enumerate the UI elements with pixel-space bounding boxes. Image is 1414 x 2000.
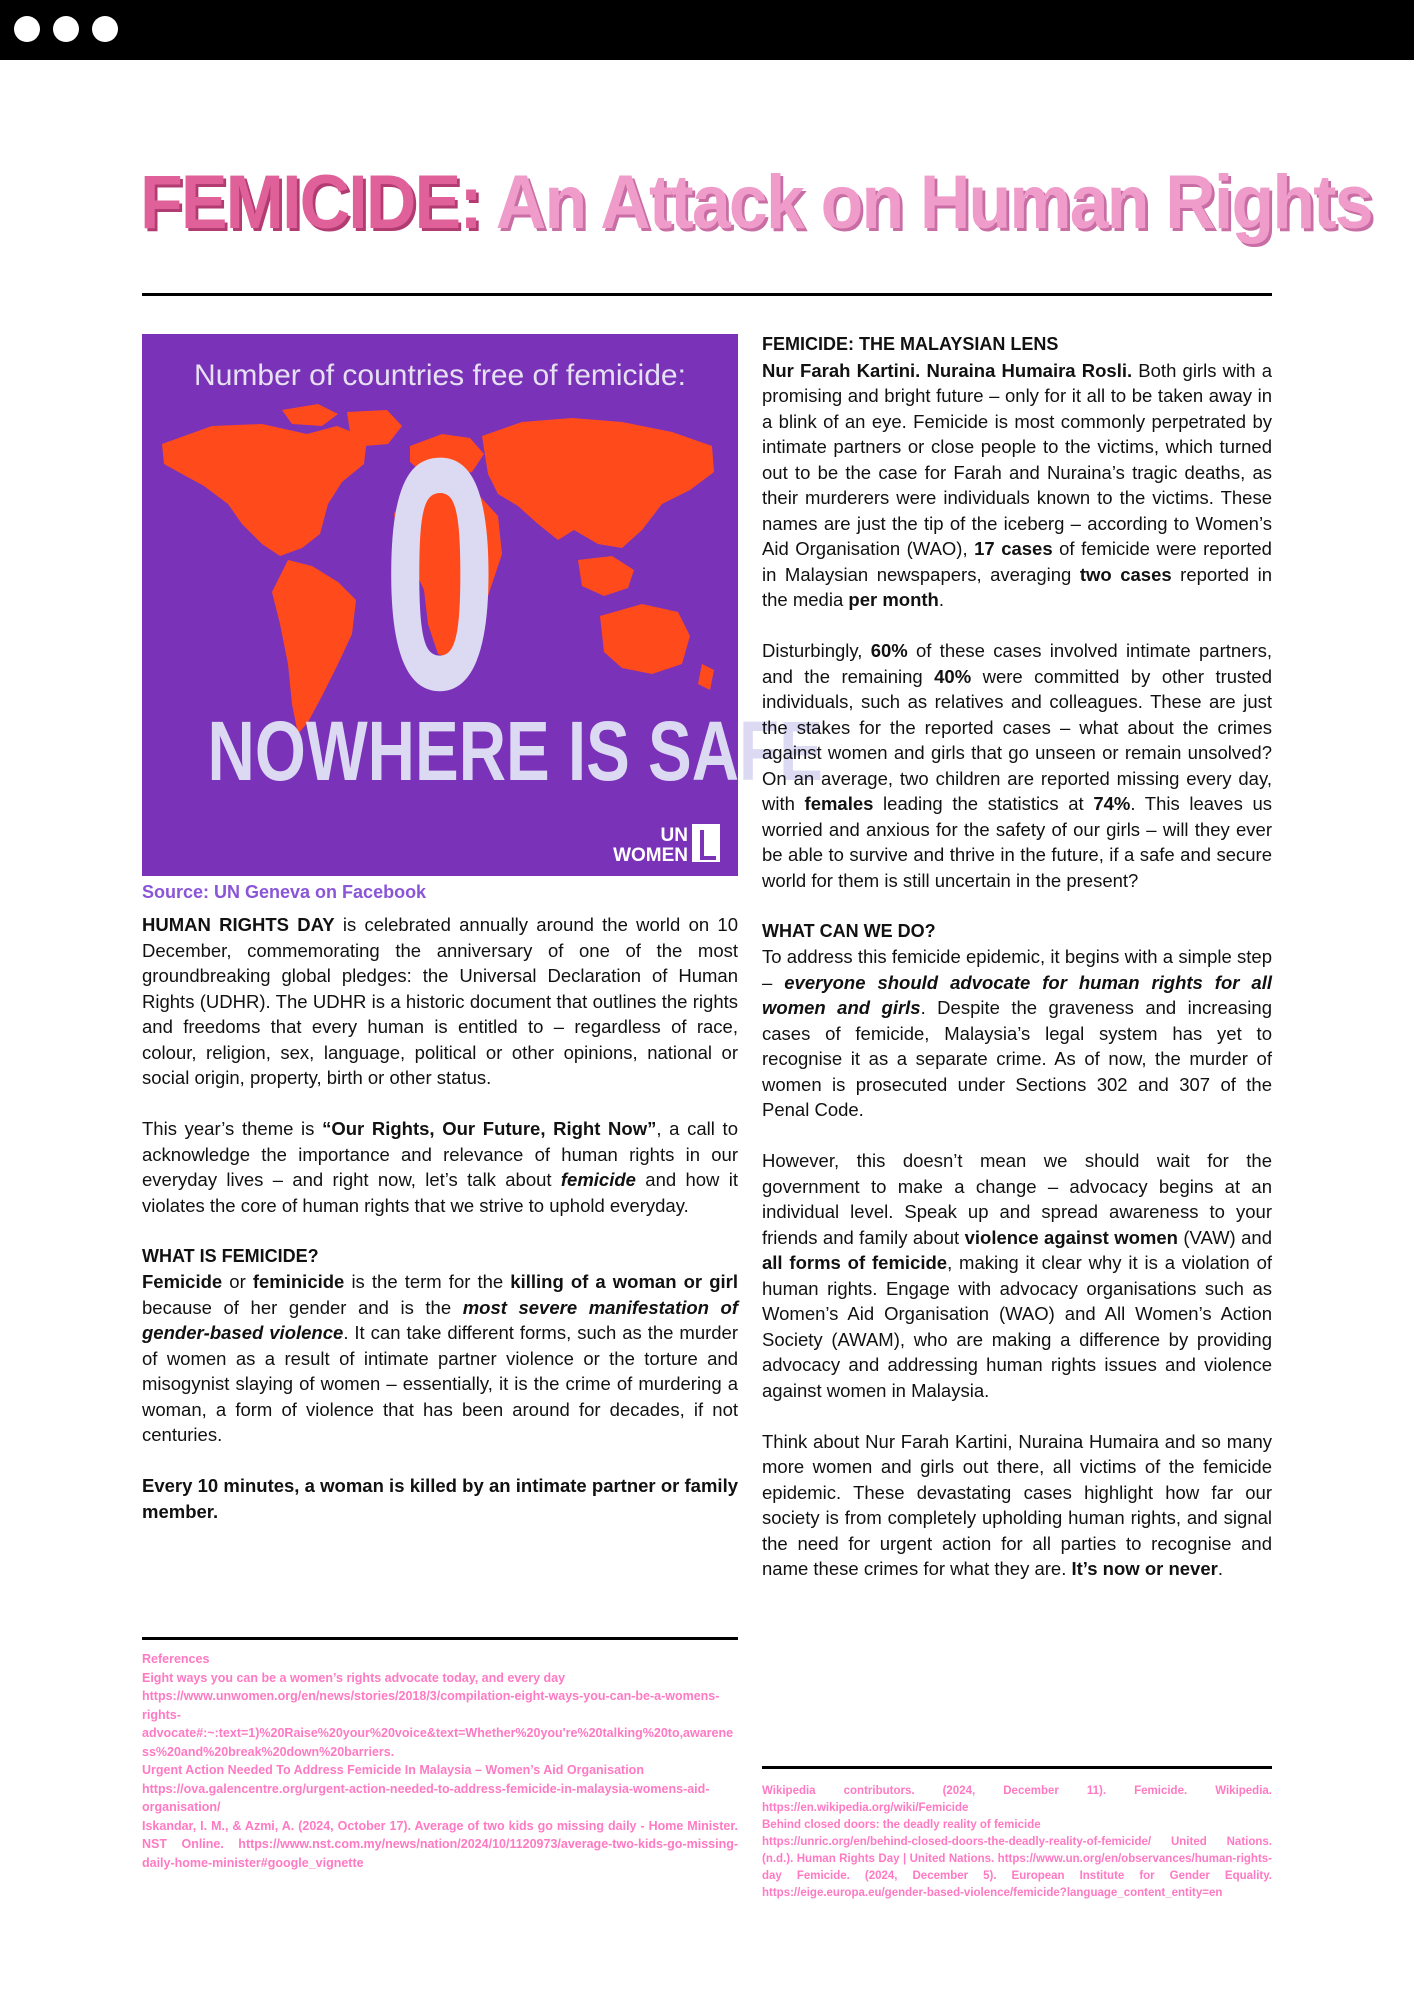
text: leading the statistics at	[873, 793, 1094, 814]
text: , making it clear why it is a violation of human rights. Engage with advocacy organisations such as Women’s Aid Organisation (WAO) and All Women’s Action Society (AWAM), who are making a difference by providing advocacy and addressing human rights issues and violence against women in Malaysia.	[762, 1252, 1272, 1401]
bold-text: Nur Farah Kartini. Nuraina Humaira Rosli.	[762, 359, 1133, 381]
theme-text: “Our Rights, Our Future, Right Now”	[322, 1118, 657, 1139]
section-heading: WHAT IS FEMICIDE?	[142, 1245, 319, 1266]
bold-text: 74%	[1093, 793, 1131, 814]
bold-text: Every 10 minutes, a woman is killed by an intimate partner or family member.	[142, 1475, 738, 1522]
section-heading: WHAT CAN WE DO?	[762, 920, 936, 941]
text: .	[1217, 1558, 1223, 1579]
text: is celebrated annually around the world on 10 December, commemorating the anniversary of one of the most groundbreaking global pledges: the Universal Declaration of Human Rights (UDHR). The UDHR is a historic document that outlines the rights and freedoms that every human is entitled to – regardless of race, colour, religion, sex, language, political or other opinions, national or social origin, property, birth or other status.	[142, 914, 738, 1088]
top-bar	[0, 0, 1414, 60]
bold-text: two cases	[1079, 563, 1172, 585]
emphasis-text: femicide	[560, 1169, 636, 1190]
text: of these cases involved intimate partners, and the remaining	[762, 640, 1272, 687]
text: reported in the media	[762, 563, 1272, 610]
reference-item: Urgent Action Needed To Address Femicide In Malaysia – Women’s Aid Organisation	[142, 1763, 644, 1777]
text: Disturbingly,	[762, 640, 871, 661]
page-title	[140, 158, 1372, 248]
text: However, this doesn’t mean we should wait for the government to make a change – advocacy begins at an individual level. Speak up and spread awareness to your friends and family about	[762, 1150, 1272, 1248]
reference-link[interactable]: https://unric.org/en/behind-closed-doors-the-deadly-reality-of-femicide/ United Nations. (n.d.). Human Rights Day | United Nations. https://www.un.org/en/observances/human-rights-day Femicide. (2024, December 5). European Institute for Gender Equality. https://eige.europa.eu/gender-based-violence/femicide?language_content_entity=en	[762, 1836, 1272, 1899]
bold-text: HUMAN RIGHTS DAY	[142, 914, 335, 935]
title-divider	[142, 293, 1272, 296]
window-dot[interactable]	[14, 16, 40, 42]
text: .	[938, 589, 944, 610]
bold-text: killing of a woman or girl	[510, 1271, 738, 1292]
paragraph	[142, 1269, 738, 1448]
bold-text: violence against women	[964, 1226, 1178, 1248]
logo-line-women: WOMEN	[613, 845, 688, 866]
emphasis-text: most severe manifestation of gender-based violence	[142, 1296, 739, 1343]
title-primary: FEMICIDE:	[140, 160, 481, 245]
text: , a call to acknowledge the importance and relevance of human rights in our everyday lives – and right now, let’s talk about	[142, 1118, 738, 1190]
bold-text: Femicide	[142, 1271, 223, 1292]
text: and how it violates the core of human rights that we strive to uphold everyday.	[142, 1169, 738, 1216]
poster-number: 0	[383, 389, 497, 758]
section-heading: FEMICIDE: THE MALAYSIAN LENS	[762, 334, 1059, 354]
reference-item: Wikipedia contributors. (2024, December 11). Femicide. Wikipedia. https://en.wikipedia.org/wiki/Femicide	[762, 1785, 1272, 1814]
text: . This leaves us worried and anxious for the safety of our girls – will they ever be able to survive and thrive in the future, if a safe and secure world for them is still uncertain in the present?	[762, 793, 1272, 891]
emphasis-text: everyone should advocate for human rights for all women and girls	[762, 971, 1273, 1018]
paragraph	[762, 1429, 1272, 1582]
window-dot[interactable]	[92, 16, 118, 42]
title-secondary: An Attack on Human Rights	[495, 160, 1372, 245]
bold-text: 60%	[870, 640, 908, 661]
poster-heading: Number of countries free of femicide:	[194, 359, 686, 392]
text: Think about Nur Farah Kartini, Nuraina Humaira and so many more women and girls out there, all victims of the femicide epidemic. These devastating cases highlight how far our society is from completely upholding human rights, and signal the need for urgent action for all parties to recognise and name these crimes for what they are.	[762, 1430, 1272, 1579]
bold-text: per month	[848, 589, 939, 610]
text: were committed by other trusted individuals, such as relatives and colleagues. These are just the stakes for the reported cases – what about the crimes against women and girls that go unseen or remain unsolved? On an average, two children are reported missing every day, with	[762, 665, 1272, 814]
text: is the term for the	[344, 1271, 511, 1292]
window-dot[interactable]	[53, 16, 79, 42]
left-column	[142, 912, 738, 1550]
un-women-logo-icon	[692, 824, 720, 862]
image-source-caption: Source: UN Geneva on Facebook	[142, 882, 427, 902]
paragraph	[762, 944, 1272, 1123]
paragraph	[142, 912, 738, 1091]
text: To address this femicide epidemic, it begins with a simple step –	[762, 946, 1272, 993]
bold-text: females	[804, 793, 874, 814]
reference-heading: References	[142, 1652, 210, 1666]
poster-slogan: NOWHERE IS SAFE	[207, 704, 823, 798]
reference-link[interactable]: https://www.unwomen.org/en/news/stories/2018/3/compilation-eight-ways-you-can-be-a-womens-rights-advocate#:~:text=1)%20Raise%20your%20voice&text=Whether%20you're%20talking%20to,awareness%20and%20break%20down%20barriers.	[142, 1689, 734, 1759]
paragraph	[762, 638, 1272, 893]
logo-line-un: UN	[660, 825, 688, 846]
bold-text: 17 cases	[974, 538, 1053, 559]
text: because of her gender and is the	[142, 1296, 463, 1318]
text: . Despite the graveness and increasing cases of femicide, Malaysia’s legal system has yet to recognise it as a separate crime. As of now, the murder of women is prosecuted under Sections 302 and 307 of the Penal Code.	[762, 997, 1272, 1120]
bold-text: 40%	[934, 665, 972, 687]
reference-item: Behind closed doors: the deadly reality of femicide	[762, 1819, 1041, 1831]
highlight-statement	[142, 1473, 738, 1524]
reference-item: Iskandar, I. M., & Azmi, A. (2024, October 17). Average of two kids go missing daily - Home Minister. NST Online. https://www.nst.com.my/news/nation/2024/10/1120973/average-two-kids-go-missing-daily-home-minister#google_vignette	[142, 1818, 738, 1870]
text: Both girls with a promising and bright future – only for it all to be taken away in a blink of an eye. Femicide is most commonly perpetrated by intimate partners or close people to the victims, which turned out to be the case for Farah and Nuraina’s tragic deaths, as their murderers were individuals known to the victims. These names are just the tip of the iceberg – according to Women’s Aid Organisation (WAO),	[762, 359, 1272, 559]
text: of femicide were reported in Malaysian newspapers, averaging	[762, 538, 1272, 585]
references-left	[142, 1650, 738, 1872]
paragraph	[762, 1148, 1272, 1403]
references-divider	[142, 1637, 738, 1640]
references-divider	[762, 1766, 1272, 1769]
text: or	[222, 1271, 253, 1292]
paragraph	[762, 358, 1272, 613]
text: This year’s theme is	[142, 1118, 323, 1139]
paragraph	[142, 1116, 738, 1218]
bold-text: It’s now or never	[1071, 1558, 1218, 1579]
bold-text: feminicide	[252, 1271, 345, 1292]
bold-text: all forms of femicide	[762, 1252, 948, 1273]
references-right	[762, 1783, 1272, 1902]
text: . It can take different forms, such as the murder of women as a result of intimate partner violence or the torture and misogynist slaying of women – essentially, it is the crime of murdering a woman, a form of violence that has been around for decades, if not centuries.	[142, 1322, 739, 1445]
text: (VAW) and	[1177, 1226, 1272, 1248]
un-women-logo	[592, 826, 688, 866]
right-column	[762, 332, 1272, 1607]
reference-item: Eight ways you can be a women’s rights advocate today, and every day	[142, 1670, 566, 1685]
reference-link[interactable]: https://ova.galencentre.org/urgent-action-needed-to-address-femicide-in-malaysia-womens-aid-organisation/	[142, 1781, 710, 1814]
